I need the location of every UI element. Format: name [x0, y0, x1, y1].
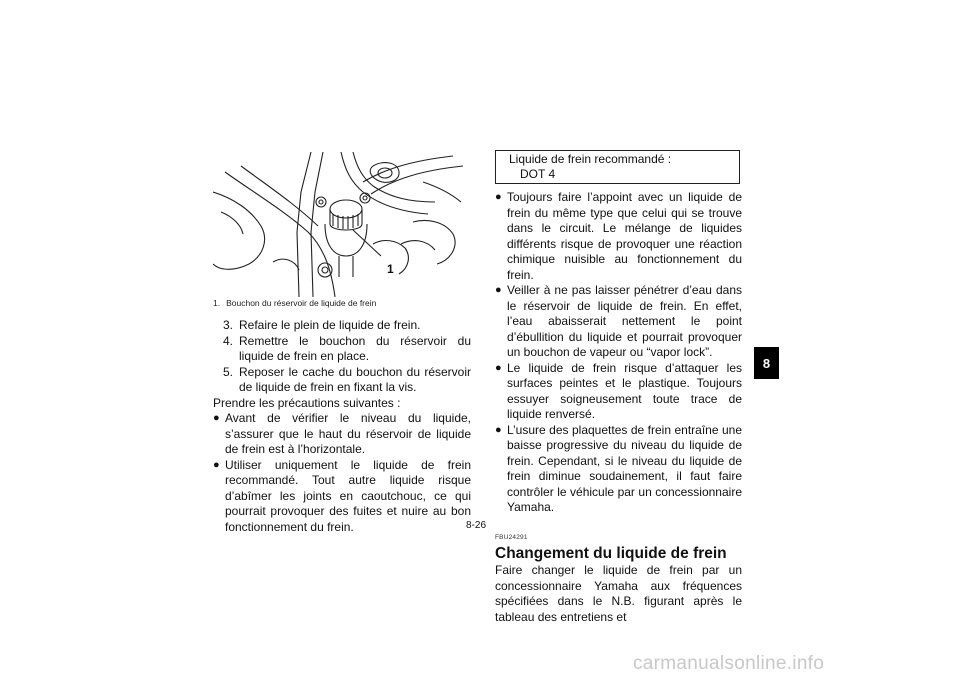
precaution-item — [495, 361, 742, 423]
page-number: 8-26 — [466, 520, 487, 531]
bullet-icon: ● — [213, 458, 220, 471]
recommended-fluid-label: Liquide de frein recommandé : — [509, 152, 672, 166]
left-column — [213, 318, 471, 535]
brake-reservoir-drawing — [213, 152, 471, 297]
caption-text: Bouchon du réservoir de liquide de frein — [226, 298, 377, 308]
step-number: 4. — [223, 333, 234, 348]
bullet-icon: ● — [213, 412, 220, 424]
bullet-icon: ● — [495, 191, 502, 203]
recommended-fluid-box — [495, 150, 740, 184]
right-column — [495, 190, 742, 625]
bullet-text: Avant de vérifier le niveau du liquide, s’assurer que le haut du réservoir de liquide de frein est à l’horizontale. — [225, 411, 471, 456]
precaution-item — [495, 423, 742, 516]
step-4 — [213, 334, 471, 365]
watermark: carmanualsonline.info — [633, 653, 825, 674]
recommended-fluid-value: DOT 4 — [520, 167, 556, 181]
step-5 — [213, 365, 471, 396]
bullet-text: L’usure des plaquettes de frein entraîne une baisse progressive du niveau du liquide de frein. Cependant, si le niveau du liquide de frein diminue soudainement, il faut faire contrôler le véhicule par un concessionnaire Yamaha. — [507, 422, 742, 514]
section-code: FBU24291 — [495, 533, 528, 541]
caption-number: 1. — [213, 298, 221, 308]
precaution-item — [213, 411, 471, 458]
figure-callout: 1 — [387, 262, 394, 276]
step-3 — [213, 318, 471, 334]
bullet-icon: ● — [495, 423, 502, 436]
precaution-item — [495, 283, 742, 361]
bullet-text: Veiller à ne pas laisser pénétrer d’eau dans le réservoir de liquide de frein. En effet, l’eau abaisserait nettement le point d’ébullition du liquide et pourrait provoquer un bouchon de vapeur ou “vapor lock”. — [507, 283, 742, 359]
bullet-text: Toujours faire l’appoint avec un liquide de frein du même type que celui qui se trouve dans le circuit. Le mélange de liquides différents risque de provoquer une réaction chimique nuisible au fonctionnement du frein. — [507, 190, 742, 282]
figure-caption — [213, 298, 376, 308]
bullet-icon: ● — [495, 361, 502, 374]
brake-reservoir-illustration — [213, 152, 471, 297]
bullet-text: Le liquide de frein risque d’attaquer les surfaces peintes et le plastique. Toujours essuyer soigneusement toute trace de liquide renversé. — [507, 360, 742, 421]
bullet-icon: ● — [495, 284, 502, 296]
step-number: 3. — [223, 318, 234, 332]
chapter-tab: 8 — [754, 347, 779, 379]
precautions-intro: Prendre les précautions suivantes : — [213, 395, 401, 410]
precaution-item — [213, 458, 471, 536]
step-text: Reposer le cache du bouchon du réservoir de liquide de frein en fixant la vis. — [239, 364, 471, 394]
step-number: 5. — [223, 364, 234, 379]
step-text: Refaire le plein de liquide de frein. — [239, 318, 421, 332]
section-title: Changement du liquide de frein — [495, 545, 727, 562]
bullet-text: Utiliser uniquement le liquide de frein recommandé. Tout autre liquide risque d’abîmer les joints en caoutchouc, ce qui pourrait provoquer des fuites et nuire au bon fonctionnement du frein. — [225, 457, 471, 534]
section-text: Faire changer le liquide de frein par un concessionnaire Yamaha aux fréquences spécifiées dans le N.B. figurant après le tableau des entretiens et — [495, 563, 742, 624]
precaution-item — [495, 190, 742, 283]
step-text: Remettre le bouchon du réservoir du liquide de frein en place. — [239, 333, 471, 363]
